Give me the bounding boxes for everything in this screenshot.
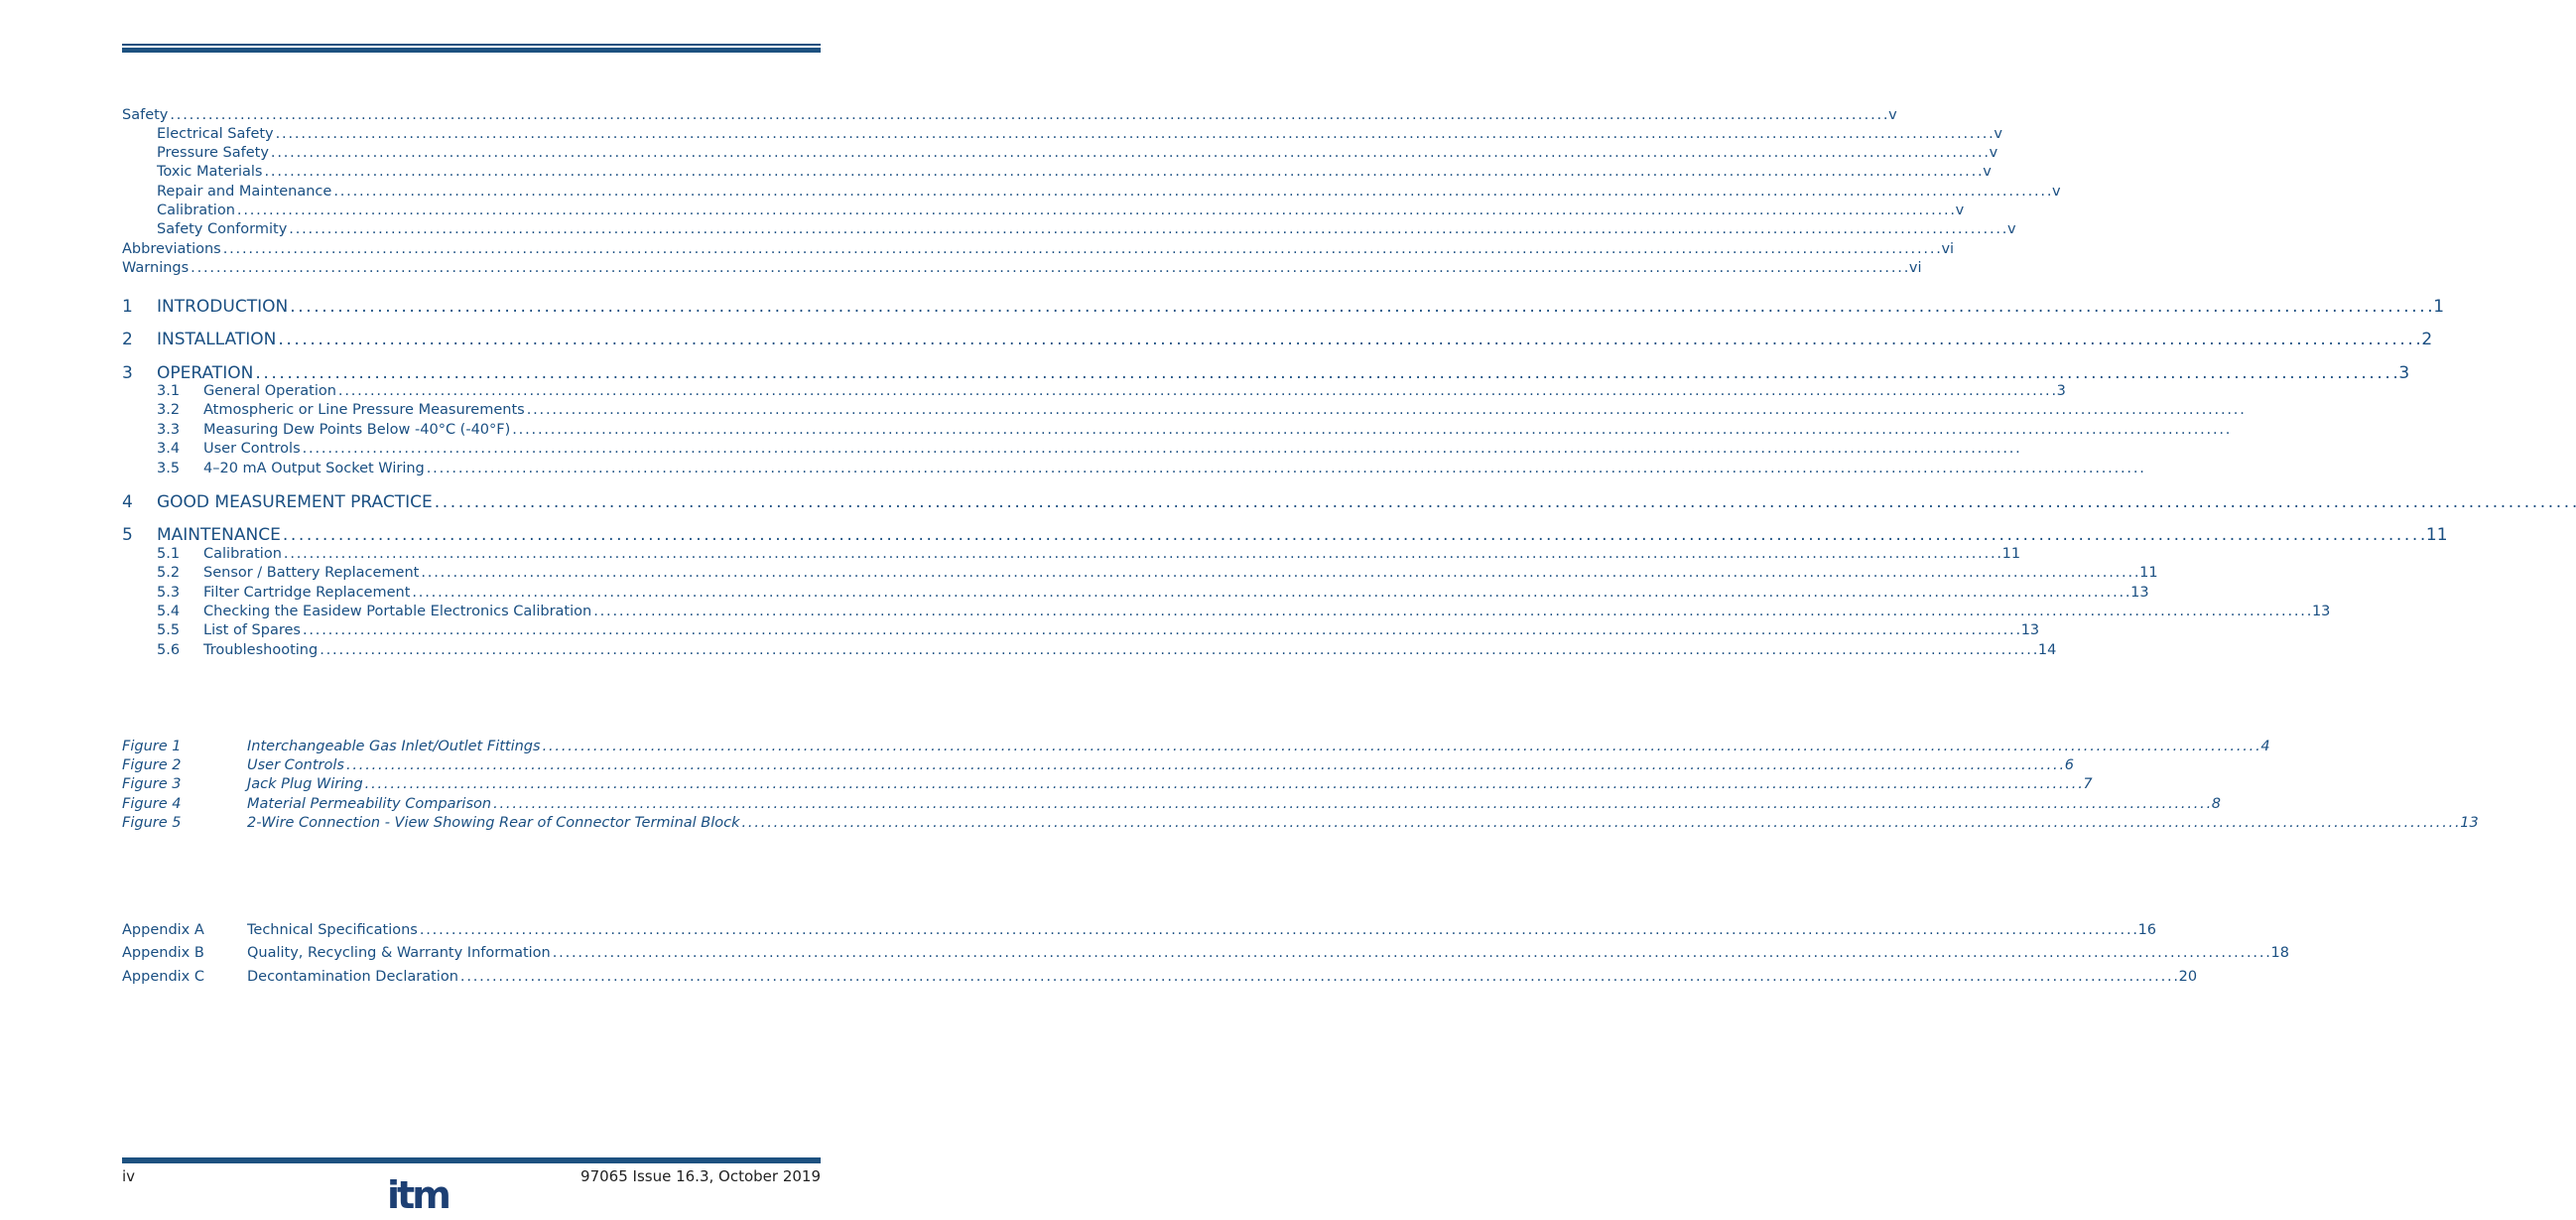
toc-title: Sensor / Battery Replacement bbox=[203, 565, 420, 581]
toc-title: Safety Conformity bbox=[157, 221, 288, 237]
toc-leader-dots bbox=[435, 492, 2576, 512]
toc-leader-dots bbox=[320, 642, 2036, 658]
appendix-entry-c[interactable] bbox=[122, 969, 2198, 985]
toc-page: v bbox=[2052, 184, 2061, 200]
toc-number: 5.2 bbox=[157, 565, 181, 581]
toc-number: 3.5 bbox=[157, 461, 181, 476]
figure-title: 2-Wire Connection - View Showing Rear of Connector Terminal Block bbox=[247, 815, 740, 831]
toc-title: Electrical Safety bbox=[157, 126, 274, 142]
toc-title: MAINTENANCE bbox=[157, 525, 281, 545]
toc-leader-dots bbox=[276, 126, 1993, 142]
appendix-entry-b[interactable] bbox=[122, 945, 2289, 961]
figure-entry-4[interactable] bbox=[122, 796, 2222, 812]
toc-leader-dots bbox=[303, 441, 2019, 457]
toc-leader-dots bbox=[421, 565, 2137, 581]
toc-number: 3.4 bbox=[157, 441, 181, 457]
toc-leader-dots bbox=[412, 585, 2128, 601]
figure-page: 6 bbox=[2064, 757, 2074, 773]
toc-page: 3 bbox=[2398, 363, 2410, 383]
appendix-page: 16 bbox=[2137, 922, 2157, 938]
toc-leader-dots bbox=[553, 945, 2269, 961]
toc-chapter-5[interactable] bbox=[122, 525, 2448, 545]
figure-entry-3[interactable] bbox=[122, 776, 2093, 792]
toc-section-3-1[interactable] bbox=[157, 383, 2066, 399]
toc-leader-dots bbox=[255, 363, 2396, 383]
figure-page: 13 bbox=[2460, 815, 2479, 831]
footer-doc-reference: 97065 Issue 16.3, October 2019 bbox=[580, 1167, 821, 1185]
toc-leader-dots bbox=[338, 383, 2055, 399]
figure-title: User Controls bbox=[247, 757, 344, 773]
header-rule-thick bbox=[122, 48, 821, 53]
toc-entry-warnings[interactable] bbox=[122, 260, 1922, 276]
toc-page: 1 bbox=[2433, 297, 2445, 317]
figure-page: 7 bbox=[2083, 776, 2093, 792]
toc-title: Repair and Maintenance bbox=[157, 184, 332, 200]
toc-section-3-2[interactable] bbox=[157, 402, 788, 418]
toc-page: 13 bbox=[2130, 585, 2149, 601]
toc-title: OPERATION bbox=[157, 363, 254, 383]
toc-number: 3.2 bbox=[157, 402, 181, 418]
footer-rule bbox=[122, 1157, 821, 1163]
toc-page: v bbox=[1888, 107, 1897, 123]
toc-page: v bbox=[2007, 221, 2016, 237]
toc-page: vi bbox=[1941, 241, 1955, 257]
appendix-title: Technical Specifications bbox=[247, 922, 418, 938]
toc-leader-dots bbox=[543, 739, 2259, 754]
toc-page: 11 bbox=[2139, 565, 2158, 581]
toc-leader-dots bbox=[303, 622, 2019, 638]
toc-title: Pressure Safety bbox=[157, 145, 269, 161]
toc-entry-pressure-safety[interactable] bbox=[157, 145, 1998, 161]
toc-section-5-1[interactable] bbox=[157, 546, 2021, 562]
toc-leader-dots bbox=[264, 164, 1981, 180]
toc-number: 5 bbox=[122, 525, 133, 545]
figure-entry-5[interactable] bbox=[122, 815, 2479, 831]
toc-title: Warnings bbox=[122, 260, 190, 276]
toc-leader-dots bbox=[460, 969, 2177, 985]
figure-number: Figure 2 bbox=[122, 757, 182, 773]
itm-logo: itm bbox=[387, 1173, 449, 1217]
appendix-page: 18 bbox=[2270, 945, 2289, 961]
toc-title: List of Spares bbox=[203, 622, 301, 638]
appendix-number: Appendix C bbox=[122, 969, 204, 985]
toc-chapter-1[interactable] bbox=[122, 297, 2445, 317]
figure-number: Figure 1 bbox=[122, 739, 182, 754]
toc-page: vi bbox=[1908, 260, 1922, 276]
header-rule-thin bbox=[122, 44, 821, 46]
toc-number: 3 bbox=[122, 363, 133, 383]
toc-title: Abbreviations bbox=[122, 241, 221, 257]
toc-section-5-3[interactable] bbox=[157, 585, 2149, 601]
toc-page: 2 bbox=[2421, 330, 2433, 349]
toc-section-5-2[interactable] bbox=[157, 565, 2158, 581]
appendix-entry-a[interactable] bbox=[122, 922, 2157, 938]
toc-leader-dots bbox=[271, 145, 1988, 161]
toc-page: 11 bbox=[2001, 546, 2021, 562]
toc-leader-dots bbox=[420, 922, 2136, 938]
figure-page: 8 bbox=[2211, 796, 2222, 812]
toc-title: Troubleshooting bbox=[203, 642, 319, 658]
appendix-title: Decontamination Declaration bbox=[247, 969, 458, 985]
toc-number: 5.1 bbox=[157, 546, 181, 562]
toc-section-3-5[interactable] bbox=[157, 461, 788, 476]
toc-section-3-3[interactable] bbox=[157, 422, 788, 438]
appendix-number: Appendix B bbox=[122, 945, 204, 961]
toc-leader-dots bbox=[593, 604, 2310, 619]
toc-chapter-4[interactable] bbox=[122, 492, 791, 512]
toc-section-5-5[interactable] bbox=[157, 622, 2040, 638]
toc-number: 5.3 bbox=[157, 585, 181, 601]
toc-leader-dots bbox=[427, 461, 2143, 476]
figure-title: Interchangeable Gas Inlet/Outlet Fittings bbox=[247, 739, 541, 754]
toc-leader-dots bbox=[346, 757, 2063, 773]
toc-leader-dots bbox=[365, 776, 2082, 792]
toc-title: GOOD MEASUREMENT PRACTICE bbox=[157, 492, 433, 512]
toc-number: 4 bbox=[122, 492, 133, 512]
toc-entry-safety[interactable] bbox=[122, 107, 1897, 123]
toc-page: v bbox=[1994, 126, 2002, 142]
figure-number: Figure 5 bbox=[122, 815, 182, 831]
toc-leader-dots bbox=[742, 815, 2459, 831]
toc-section-3-4[interactable] bbox=[157, 441, 788, 457]
figure-title: Material Permeability Comparison bbox=[247, 796, 492, 812]
toc-leader-dots bbox=[527, 402, 2244, 418]
toc-number: 5.4 bbox=[157, 604, 181, 619]
figure-page: 4 bbox=[2260, 739, 2270, 754]
toc-page: v bbox=[1955, 203, 1965, 218]
toc-leader-dots bbox=[170, 107, 1886, 123]
toc-leader-dots bbox=[333, 184, 2050, 200]
toc-number: 5.5 bbox=[157, 622, 181, 638]
toc-number: 3.3 bbox=[157, 422, 181, 438]
toc-leader-dots bbox=[223, 241, 1940, 257]
toc-number: 2 bbox=[122, 330, 133, 349]
toc-page: 14 bbox=[2037, 642, 2057, 658]
toc-page: 13 bbox=[2311, 604, 2331, 619]
toc-number: 1 bbox=[122, 297, 133, 317]
toc-title: User Controls bbox=[203, 441, 301, 457]
toc-page: 3 bbox=[2056, 383, 2066, 399]
toc-title: General Operation bbox=[203, 383, 336, 399]
figure-entry-2[interactable] bbox=[122, 757, 2074, 773]
toc-entry-toxic-materials[interactable] bbox=[157, 164, 1992, 180]
toc-title: Toxic Materials bbox=[157, 164, 263, 180]
toc-entry-repair-maintenance[interactable] bbox=[157, 184, 2061, 200]
toc-entry-calibration[interactable] bbox=[157, 203, 1965, 218]
toc-section-5-4[interactable] bbox=[157, 604, 2331, 619]
figure-number: Figure 4 bbox=[122, 796, 182, 812]
toc-title: Calibration bbox=[203, 546, 282, 562]
figure-title: Jack Plug Wiring bbox=[247, 776, 363, 792]
toc-page: 11 bbox=[2425, 525, 2448, 545]
appendix-number: Appendix A bbox=[122, 922, 204, 938]
toc-title: Filter Cartridge Replacement bbox=[203, 585, 411, 601]
toc-entry-safety-conformity[interactable] bbox=[157, 221, 2016, 237]
toc-title: Safety bbox=[122, 107, 169, 123]
toc-chapter-2[interactable] bbox=[122, 330, 2433, 349]
appendix-title: Quality, Recycling & Warranty Information bbox=[247, 945, 551, 961]
toc-number: 5.6 bbox=[157, 642, 181, 658]
toc-leader-dots bbox=[493, 796, 2210, 812]
toc-chapter-3[interactable] bbox=[122, 363, 2410, 383]
toc-leader-dots bbox=[512, 422, 2229, 438]
toc-leader-dots bbox=[278, 330, 2419, 349]
toc-title: Atmospheric or Line Pressure Measurements bbox=[203, 402, 525, 418]
figure-entry-1[interactable] bbox=[122, 739, 2270, 754]
figure-number: Figure 3 bbox=[122, 776, 182, 792]
toc-leader-dots bbox=[283, 525, 2424, 545]
toc-title: 4–20 mA Output Socket Wiring bbox=[203, 461, 425, 476]
toc-entry-electrical-safety[interactable] bbox=[157, 126, 2002, 142]
toc-page: v bbox=[1989, 145, 1998, 161]
toc-leader-dots bbox=[237, 203, 1954, 218]
toc-leader-dots bbox=[289, 221, 2005, 237]
toc-title: INTRODUCTION bbox=[157, 297, 289, 317]
toc-title: Checking the Easidew Portable Electronics Calibration bbox=[203, 604, 592, 619]
appendix-page: 20 bbox=[2178, 969, 2198, 985]
toc-page: 13 bbox=[2020, 622, 2040, 638]
footer-page-number: iv bbox=[122, 1167, 136, 1185]
toc-leader-dots bbox=[284, 546, 2000, 562]
toc-entry-abbreviations[interactable] bbox=[122, 241, 1955, 257]
toc-leader-dots bbox=[191, 260, 1907, 276]
toc-leader-dots bbox=[290, 297, 2431, 317]
toc-number: 3.1 bbox=[157, 383, 181, 399]
toc-section-5-6[interactable] bbox=[157, 642, 2057, 658]
toc-page: v bbox=[1983, 164, 1992, 180]
toc-title: INSTALLATION bbox=[157, 330, 277, 349]
toc-title: Measuring Dew Points Below -40°C (-40°F) bbox=[203, 422, 511, 438]
toc-title: Calibration bbox=[157, 203, 235, 218]
